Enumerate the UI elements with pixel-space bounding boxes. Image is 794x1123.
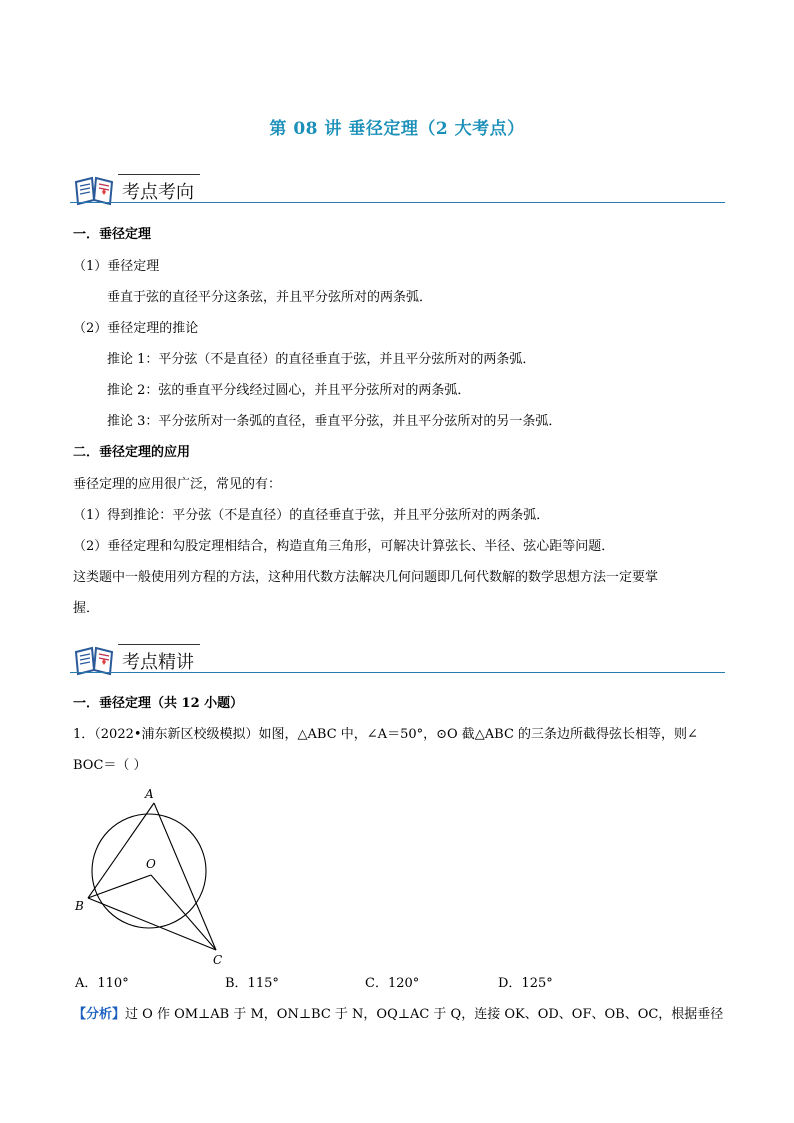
heading-chuijing-dingli: 一．垂径定理 bbox=[73, 227, 152, 242]
option-d: D．125° bbox=[498, 976, 553, 991]
question-1-line-1: 1．（2022•浦东新区校级模拟）如图，△ABC 中，∠A＝50°，⊙O 截△ABC 的三条边所截得弦长相等，则∠ bbox=[73, 727, 698, 742]
subheading-2: （2）垂径定理的推论 bbox=[73, 321, 199, 336]
option-b: B．115° bbox=[225, 976, 279, 991]
theorem-text: 垂直于弦的直径平分这条弦，并且平分弦所对的两条弧． bbox=[107, 290, 433, 305]
question-1-line-2: BOC＝（ ） bbox=[73, 758, 147, 773]
corollary-3: 推论 3：平分弦所对一条弧的直径，垂直平分弦，并且平分弦所对的另一条弧． bbox=[107, 414, 562, 429]
subheading-1: （1）垂径定理 bbox=[73, 259, 160, 274]
page-title: 第 08 讲 垂径定理（2 大考点） bbox=[269, 119, 525, 139]
section-heading: 考点精讲 bbox=[122, 652, 194, 673]
application-intro: 垂径定理的应用很广泛，常见的有： bbox=[73, 477, 282, 492]
segment-oc bbox=[151, 875, 216, 950]
analysis-line bbox=[73, 1006, 723, 1024]
header-top-line bbox=[118, 644, 200, 645]
corollary-1: 推论 1：平分弦（不是直径）的直径垂直于弦，并且平分弦所对的两条弧． bbox=[107, 352, 536, 367]
application-1: （1）得到推论：平分弦（不是直径）的直径垂直于弦，并且平分弦所对的两条弧． bbox=[73, 508, 550, 523]
label-a: A bbox=[145, 788, 154, 801]
heading-application: 二．垂径定理的应用 bbox=[73, 445, 191, 460]
application-2: （2）垂径定理和勾股定理相结合，构造直角三角形，可解决计算弦长、半径、弦心距等问题． bbox=[73, 539, 615, 554]
analysis-tag: 【分析】 bbox=[73, 1007, 126, 1022]
header-rule bbox=[70, 202, 725, 203]
analysis-text: 过 O 作 OM⊥AB 于 M，ON⊥BC 于 N，OQ⊥AC 于 Q，连接 OK、OD、OF、OB、OC，根据垂径 bbox=[125, 1007, 724, 1022]
circle-o bbox=[92, 814, 206, 928]
label-c: C bbox=[213, 953, 223, 967]
label-o: O bbox=[146, 857, 156, 871]
header-top-line bbox=[118, 174, 200, 175]
section-heading: 考点考向 bbox=[122, 182, 194, 203]
side-ab bbox=[88, 803, 154, 898]
corollary-2: 推论 2：弦的垂直平分线经过圆心，并且平分弦所对的两条弧． bbox=[107, 383, 471, 398]
segment-ob bbox=[88, 875, 151, 898]
application-3-cont: 握． bbox=[73, 601, 100, 616]
label-b: B bbox=[75, 899, 84, 913]
side-ac bbox=[154, 803, 216, 950]
application-3: 这类题中一般使用列方程的方法，这种用代数方法解决几何问题即几何代数解的数学思想方法一定要掌 bbox=[73, 570, 659, 585]
section-header-kaodian-jingjiang bbox=[70, 638, 725, 688]
geometry-figure bbox=[74, 788, 234, 968]
section-header-kaodian-kaoxiang bbox=[70, 168, 725, 218]
heading-exercises: 一．垂径定理（共 12 小题） bbox=[73, 696, 244, 711]
option-a: A．110° bbox=[75, 976, 129, 991]
header-rule bbox=[70, 672, 725, 673]
option-c: C．120° bbox=[365, 976, 420, 991]
